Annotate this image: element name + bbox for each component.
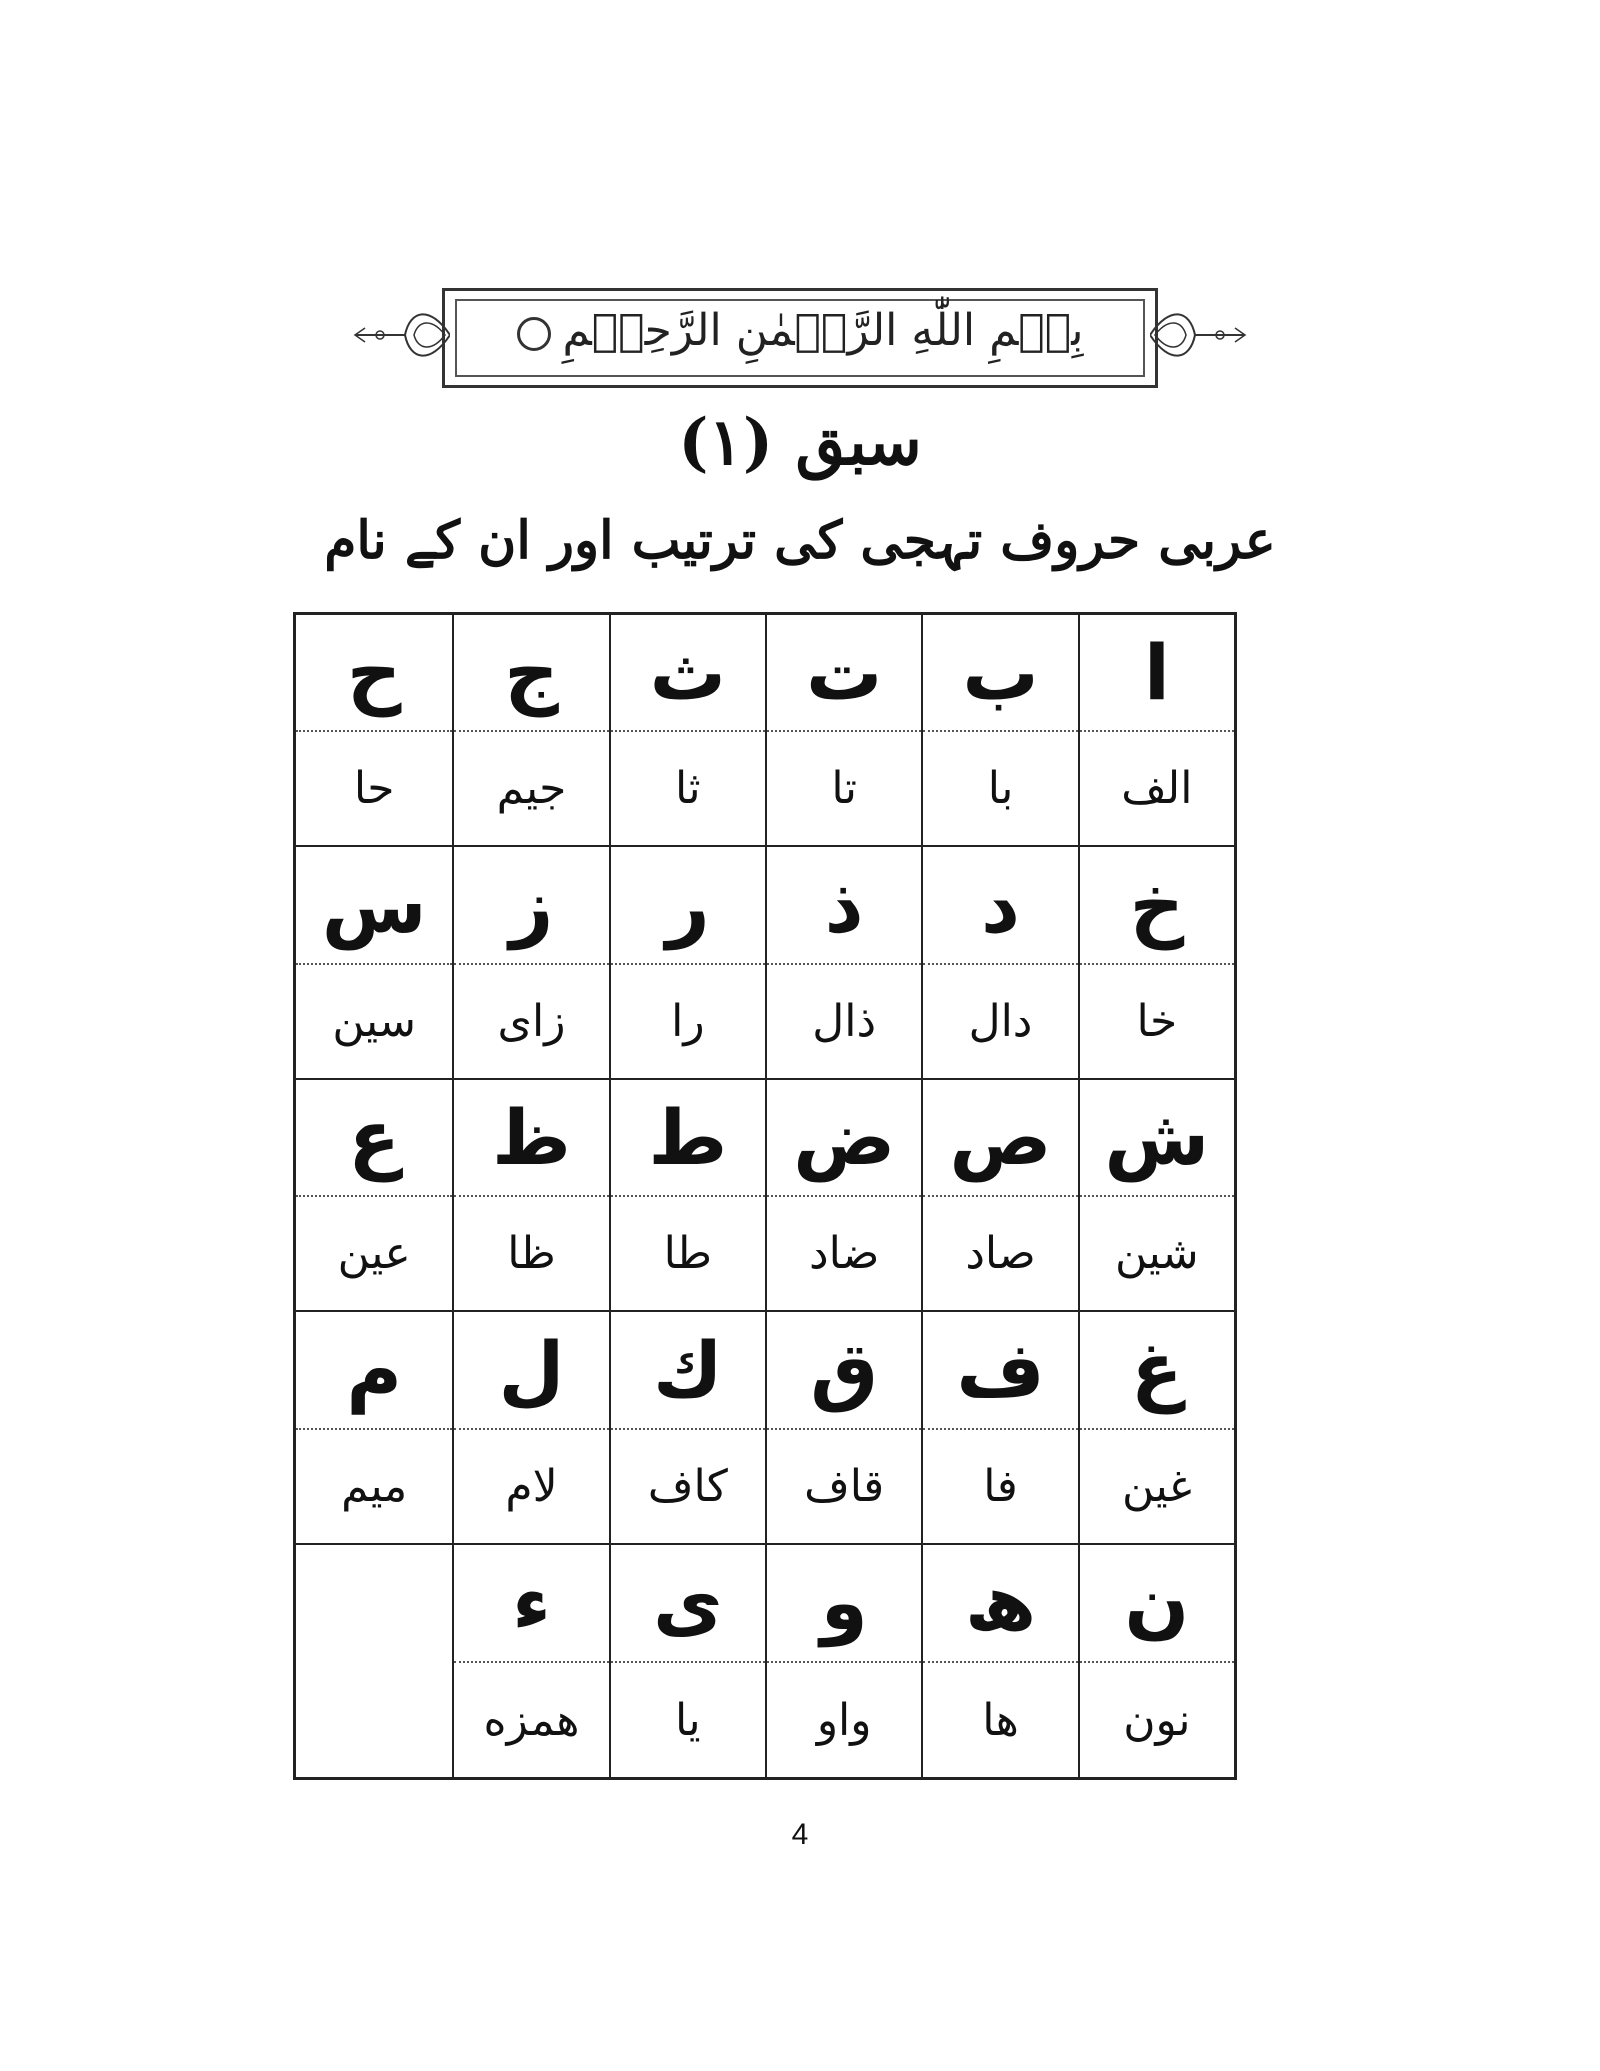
verse-end-circle-icon xyxy=(517,317,551,351)
letter-glyph: غ xyxy=(1080,1312,1234,1430)
letter-cell xyxy=(765,847,921,1079)
letter-glyph: ط xyxy=(611,1080,765,1197)
letter-name: غین xyxy=(1121,1460,1192,1512)
letter-name: الف xyxy=(1121,763,1193,815)
letter-name: میم xyxy=(341,1460,408,1512)
ornament-left-icon xyxy=(350,300,450,370)
letter-glyph: ذ xyxy=(767,847,921,965)
letter-cell xyxy=(609,1080,765,1312)
letter-glyph: ج xyxy=(454,615,608,732)
bismillah-text: بِسۡمِ اللّٰهِ الرَّحۡمٰنِ الرَّحِيۡمِ xyxy=(445,305,1155,356)
letter-cell xyxy=(452,1312,608,1544)
letter-cell xyxy=(765,615,921,847)
letter-name: حا xyxy=(353,763,395,815)
alphabet-table xyxy=(293,612,1237,1780)
letter-cell xyxy=(921,1080,1077,1312)
letter-glyph: ت xyxy=(767,615,921,732)
letter-cell xyxy=(921,1545,1077,1777)
letter-cell xyxy=(765,1312,921,1544)
letter-glyph: ی xyxy=(611,1545,765,1664)
letter-name: ھا xyxy=(982,1694,1019,1746)
letter-name: فا xyxy=(983,1460,1018,1512)
letter-name: ھمزه xyxy=(483,1694,580,1746)
letter-glyph: ب xyxy=(923,615,1077,732)
letter-name: قاف xyxy=(804,1460,885,1512)
letter-name: سین xyxy=(332,995,416,1047)
letter-name: ظا xyxy=(507,1228,556,1280)
letter-glyph: و xyxy=(767,1545,921,1664)
letter-glyph: ث xyxy=(611,615,765,732)
letter-glyph: ء xyxy=(454,1545,608,1664)
bismillah-frame xyxy=(442,288,1158,388)
letter-name: زای xyxy=(497,995,566,1047)
letter-cell xyxy=(452,615,608,847)
letter-name: نون xyxy=(1123,1694,1191,1746)
letter-cell xyxy=(452,1545,608,1777)
letter-name: ثا xyxy=(675,763,701,815)
letter-name: كاف xyxy=(647,1460,728,1512)
letter-glyph: ع xyxy=(296,1080,452,1197)
letter-glyph: ف xyxy=(923,1312,1077,1430)
letter-name: تا xyxy=(831,763,858,815)
letter-cell xyxy=(1078,1312,1234,1544)
letter-cell xyxy=(921,1312,1077,1544)
letter-name: یا xyxy=(675,1694,701,1746)
letter-name: ضاد xyxy=(809,1228,880,1280)
letter-glyph: ا xyxy=(1080,615,1234,732)
letter-glyph: د xyxy=(923,847,1077,965)
letter-cell xyxy=(609,615,765,847)
letter-glyph: ش xyxy=(1080,1080,1234,1197)
letter-cell xyxy=(609,1545,765,1777)
letter-glyph: ظ xyxy=(454,1080,608,1197)
letter-glyph: ھ xyxy=(923,1545,1077,1664)
letter-glyph: ح xyxy=(296,615,452,732)
letter-name: شین xyxy=(1115,1228,1199,1280)
letter-glyph: ض xyxy=(767,1080,921,1197)
page-number: 4 xyxy=(791,1818,809,1851)
letter-name: خا xyxy=(1136,995,1178,1047)
bismillah-header xyxy=(350,288,1250,398)
letter-name: لام xyxy=(505,1460,558,1512)
letter-glyph: خ xyxy=(1080,847,1234,965)
letter-name: با xyxy=(987,763,1014,815)
letter-glyph: ن xyxy=(1080,1545,1234,1664)
letter-cell xyxy=(1078,847,1234,1079)
letter-glyph: ر xyxy=(611,847,765,965)
letter-cell xyxy=(765,1545,921,1777)
letter-glyph: س xyxy=(296,847,452,965)
letter-name: ذال xyxy=(812,995,877,1047)
letter-name: صاد xyxy=(965,1228,1036,1280)
letter-name: دال xyxy=(968,995,1033,1047)
letter-cell xyxy=(296,1312,452,1544)
letter-cell xyxy=(921,615,1077,847)
letter-cell xyxy=(1078,615,1234,847)
letter-cell xyxy=(296,1080,452,1312)
letter-cell xyxy=(452,1080,608,1312)
letter-cell xyxy=(609,847,765,1079)
letter-name: واو xyxy=(816,1694,872,1746)
letter-cell xyxy=(765,1080,921,1312)
letter-cell xyxy=(1078,1545,1234,1777)
letter-cell xyxy=(609,1312,765,1544)
letter-cell xyxy=(921,847,1077,1079)
lesson-subtitle: عربی حروف تہجی کی ترتیب اور ان کے نام xyxy=(324,510,1276,571)
letter-cell xyxy=(452,847,608,1079)
letter-cell xyxy=(296,615,452,847)
letter-name: جیم xyxy=(496,763,567,815)
letter-name: را xyxy=(671,995,705,1047)
lesson-title: سبق (١) xyxy=(678,405,922,480)
letter-glyph: ق xyxy=(767,1312,921,1430)
letter-glyph: ل xyxy=(454,1312,608,1430)
letter-glyph: م xyxy=(296,1312,452,1430)
letter-glyph: ص xyxy=(923,1080,1077,1197)
ornament-right-icon xyxy=(1150,300,1250,370)
letter-glyph: ز xyxy=(454,847,608,965)
letter-cell xyxy=(1078,1080,1234,1312)
letter-cell xyxy=(296,847,452,1079)
letter-glyph: ك xyxy=(611,1312,765,1430)
letter-name: طا xyxy=(663,1228,713,1280)
empty-cell xyxy=(296,1545,452,1777)
letter-name: عین xyxy=(337,1228,411,1280)
